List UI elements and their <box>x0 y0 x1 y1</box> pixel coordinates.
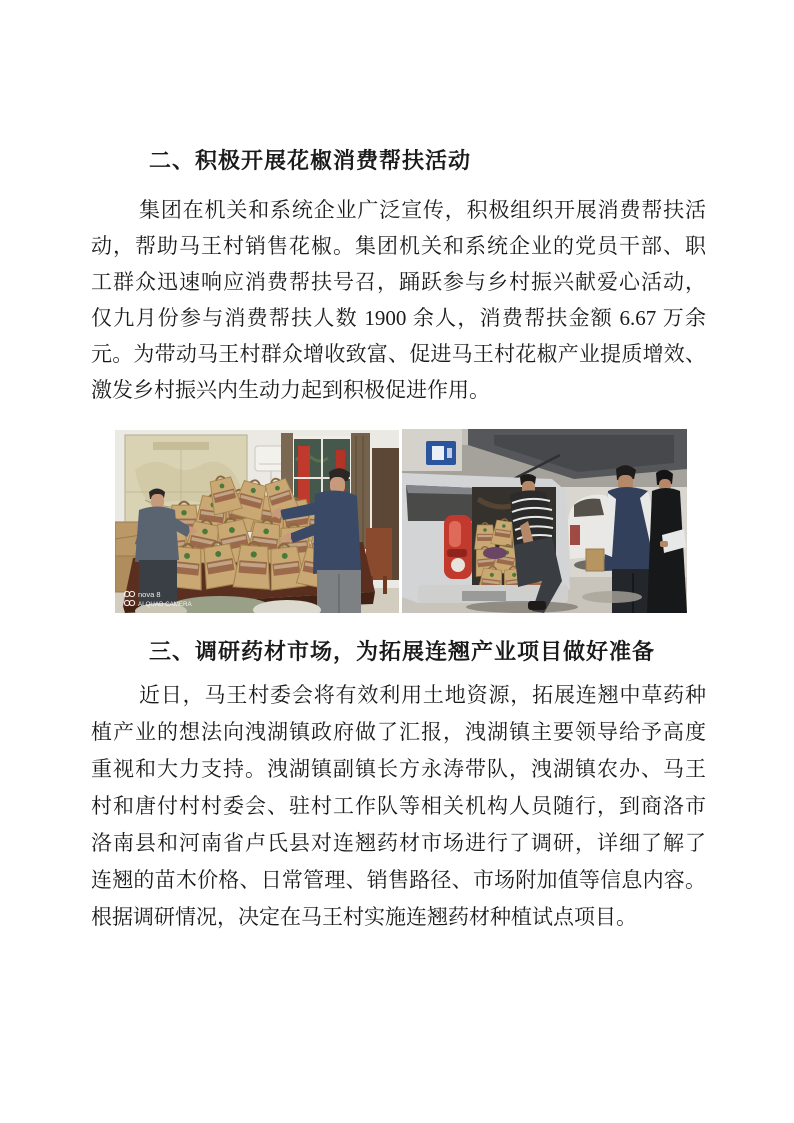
paragraph-consumption-support <box>91 192 706 408</box>
text-line: 植产业的想法向洩湖镇政府做了汇报，洩湖镇主要领导给予高度 <box>91 720 706 744</box>
photo-packing-room <box>115 430 399 613</box>
photo-van-loading <box>402 429 687 613</box>
exit-sign <box>426 441 456 465</box>
text-line: 激发乡村振兴内生动力起到积极促进作用。 <box>91 378 490 402</box>
text-line: 重视和大力支持。洩湖镇副镇长方永涛带队，洩湖镇农办、马王 <box>91 757 706 781</box>
red-cloth <box>570 525 580 545</box>
paragraph-herb-research <box>91 677 706 936</box>
section-heading-pepper-support: 二、积极开展花椒消费帮扶活动 <box>149 148 472 173</box>
license-area <box>462 591 506 601</box>
text-line: 工群众迅速响应消费帮扶号召，踊跃参与乡村振兴献爱心活动， <box>91 270 706 294</box>
van-shadow <box>466 601 578 613</box>
text-line: 村和唐付村村委会、驻村工作队等相关机构人员随行，到商洛市 <box>91 794 706 818</box>
floor-stain <box>582 591 642 603</box>
svg-text:nova 8: nova 8 <box>138 590 161 599</box>
text-line: 连翘的苗木价格、日常管理、销售路径、市场附加值等信息内容。 <box>91 868 706 892</box>
text-line: 根据调研情况，决定在马王村实施连翘药材种植试点项目。 <box>91 905 637 929</box>
small-box <box>586 549 604 571</box>
text-line: 集团在机关和系统企业广泛宣传，积极组织开展消费帮扶活 <box>139 198 706 222</box>
section-heading-herb-market: 三、调研药材市场，为拓展连翘产业项目做好准备 <box>149 639 656 664</box>
svg-text:AI QUAD CAMERA: AI QUAD CAMERA <box>138 601 192 608</box>
text-line: 洛南县和河南省卢氏县对连翘药材市场进行了调研，详细了解了 <box>91 831 706 855</box>
tail-light <box>444 515 472 579</box>
text-line: 元。为带动马王村群众增收致富、促进马王村花椒产业提质增效、 <box>91 342 706 366</box>
text-line: 动，帮助马王村销售花椒。集团机关和系统企业的党员干部、职 <box>91 234 706 258</box>
purple-netting <box>483 547 507 559</box>
text-line: 仅九月份参与消费帮扶人数 1900 余人，消费帮扶金额 6.67 万余 <box>91 306 706 330</box>
text-line: 近日，马王村委会将有效利用土地资源，拓展连翘中草药种 <box>139 683 706 707</box>
